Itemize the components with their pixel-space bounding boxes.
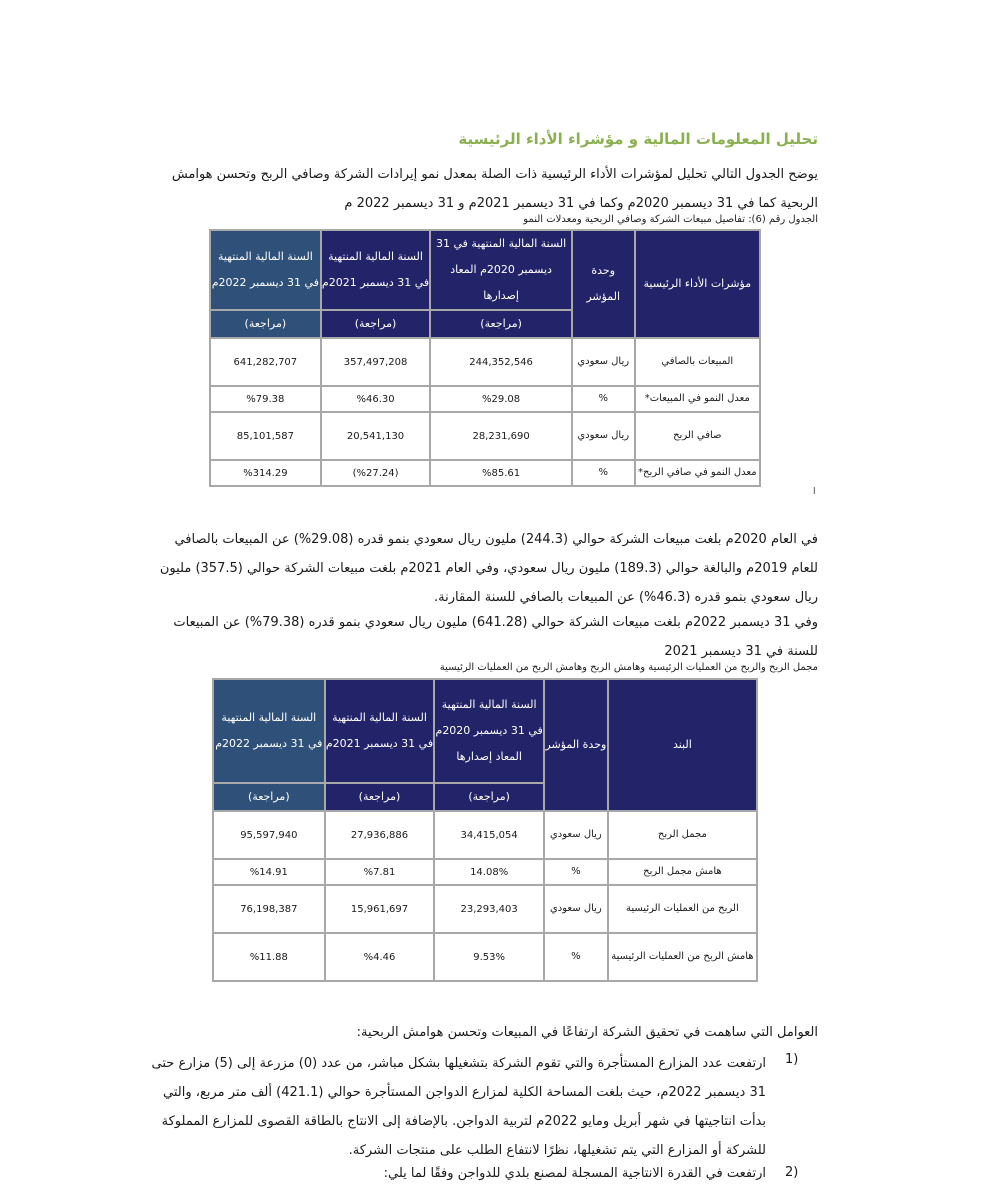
cell-2022: %314.29 (210, 460, 321, 486)
cell-2021: 27,936,886 (325, 811, 435, 859)
cell-2022: 76,198,387 (213, 885, 325, 933)
table-row (213, 933, 757, 981)
table-row (210, 338, 760, 386)
factors-title: العوامل التي ساهمت في تحقيق الشركة ارتفاعًا في المبيعات وتحسن هوامش الربحية: (356, 1025, 818, 1040)
row-label: هامش مجمل الربح (608, 859, 757, 885)
cell-2021: 20,541,130 (321, 412, 431, 460)
sales-2022-paragraph: وفي 31 ديسمبر 2022م بلغت مبيعات الشركة حوالي (641.28) مليون ريال سعودي بنمو قدره (79.38%) عن المبيعات للسنة في 31 ديسمبر 2021 (173, 615, 818, 659)
audited-2021: (مراجعة) (321, 310, 431, 338)
row-unit: ريال سعودي (544, 885, 608, 933)
row-unit: ريال سعودي (572, 412, 635, 460)
audited-2020: (مراجعة) (434, 783, 544, 811)
table-row (213, 859, 757, 885)
audited-2022: (مراجعة) (210, 310, 321, 338)
cell-2020: 244,352,546 (430, 338, 571, 386)
table1-footnote: ا (813, 487, 816, 497)
row-label: الربح من العمليات الرئيسية (608, 885, 757, 933)
list-item: ارتفعت في القدرة الانتاجية المسجلة لمصنع بلدي للدواجن وفقًا لما يلي: (383, 1166, 766, 1181)
row-label: صافي الربح (635, 412, 760, 460)
cell-2022: %79.38 (210, 386, 321, 412)
row-label: معدل النمو في صافي الربح* (635, 460, 760, 486)
sales-paragraph: في العام 2020م بلغت مبيعات الشركة حوالي (244.3) مليون ريال سعودي بنمو قدره (29.08%) عن المبيعات بالصافي للعام 2019م والبالغة حوالي (189.3) مليون ريال سعودي، وفي العام 2021م بلغت مبيعات الشركة حوالي (357.5) مليون ريال سعودي بنمو قدره (46.3%) عن المبيعات بالصافي للسنة المقارنة. (159, 532, 818, 605)
table-row (210, 460, 760, 486)
cell-2020: 23,293,403 (434, 885, 544, 933)
list-number: 2) (785, 1165, 799, 1180)
cell-2020: 28,231,690 (430, 412, 571, 460)
cell-2020: %85.61 (430, 460, 571, 486)
cell-2022: 641,282,707 (210, 338, 321, 386)
header-2022: السنة المالية المنتهية في 31 ديسمبر 2022م (210, 230, 321, 310)
cell-2020: 9.53% (434, 933, 544, 981)
cell-2022: 95,597,940 (213, 811, 325, 859)
cell-2022: 85,101,587 (210, 412, 321, 460)
header-unit: وحدة المؤشر (572, 230, 635, 338)
row-unit: % (572, 460, 635, 486)
cell-2020: 14.08% (434, 859, 544, 885)
kpi-table (209, 229, 761, 487)
cell-2020: 34,415,054 (434, 811, 544, 859)
table2-caption: مجمل الربح والربح من العمليات الرئيسية وهامش الربح وهامش الربح من العمليات الرئيسية (439, 662, 818, 673)
cell-2021: 15,961,697 (325, 885, 435, 933)
audited-2021: (مراجعة) (325, 783, 435, 811)
section-heading: تحليل المعلومات المالية و مؤشراء الأداء الرئيسية (458, 130, 818, 148)
cell-2021: %46.30 (321, 386, 431, 412)
row-unit: ريال سعودي (544, 811, 608, 859)
header-2020: السنة المالية المنتهية في 31 ديسمبر 2020م المعاد إصدارها (430, 230, 571, 310)
cell-2021: %4.46 (325, 933, 435, 981)
header-indicator: مؤشرات الأداء الرئيسية (635, 230, 760, 338)
audited-2020: (مراجعة) (430, 310, 571, 338)
table-row (210, 386, 760, 412)
table-row (213, 885, 757, 933)
cell-2021: %7.81 (325, 859, 435, 885)
row-label: هامش الربح من العمليات الرئيسية (608, 933, 757, 981)
cell-2022: %11.88 (213, 933, 325, 981)
header-2020: السنة المالية المنتهية في 31 ديسمبر 2020م المعاد إصدارها (434, 679, 544, 783)
table-row (210, 412, 760, 460)
cell-2021: 357,497,208 (321, 338, 431, 386)
row-unit: ريال سعودي (572, 338, 635, 386)
header-2021: السنة المالية المنتهية في 31 ديسمبر 2021م (321, 230, 431, 310)
row-unit: % (572, 386, 635, 412)
row-unit: % (544, 933, 608, 981)
row-label: المبيعات بالصافي (635, 338, 760, 386)
header-2021: السنة المالية المنتهية في 31 ديسمبر 2021م (325, 679, 435, 783)
row-label: معدل النمو في المبيعات* (635, 386, 760, 412)
row-label: مجمل الربح (608, 811, 757, 859)
header-item: البند (608, 679, 757, 811)
intro-paragraph: يوضح الجدول التالي تحليل لمؤشرات الأداء الرئيسية ذات الصلة بمعدل نمو إيرادات الشركة وصافي الربح وتحسن هوامش الربحية كما في 31 ديسمبر 2020م وكما في 31 ديسمبر 2021م و 31 ديسمبر 2022 م (171, 167, 818, 211)
header-2022: السنة المالية المنتهية في 31 ديسمبر 2022م (213, 679, 325, 783)
cell-2021: (%27.24) (321, 460, 431, 486)
profit-table (212, 678, 758, 982)
list-number: 1) (785, 1052, 799, 1067)
table1-caption: الجدول رقم (6): تفاصيل مبيعات الشركة وصافي الربحية ومعدلات النمو (523, 214, 818, 225)
audited-2022: (مراجعة) (213, 783, 325, 811)
header-unit: وحدة المؤشر (544, 679, 608, 811)
list-item: ارتفعت عدد المزارع المستأجرة والتي تقوم الشركة بتشغيلها بشكل مباشر، من عدد (0) مزرعة إلى (5) مزارع حتى 31 ديسمبر 2022م، حيث بلغت المساحة الكلية لمزارع الدواجن المستأجرة حوالي (421.1) ألف متر مربع، والتي بدأت انتاجيتها في شهر أبريل ومايو 2022م لتربية الدواجن. بالإضافة إلى الانتاج بالطاقة القصوى للمزارع المملوكة للشركة أو المزارع التي يتم تشغيلها، نظرًا لانتفاع الطلب على منتجات الشركة. (151, 1056, 766, 1158)
cell-2022: %14.91 (213, 859, 325, 885)
cell-2020: %29.08 (430, 386, 571, 412)
row-unit: % (544, 859, 608, 885)
table-row (213, 811, 757, 859)
